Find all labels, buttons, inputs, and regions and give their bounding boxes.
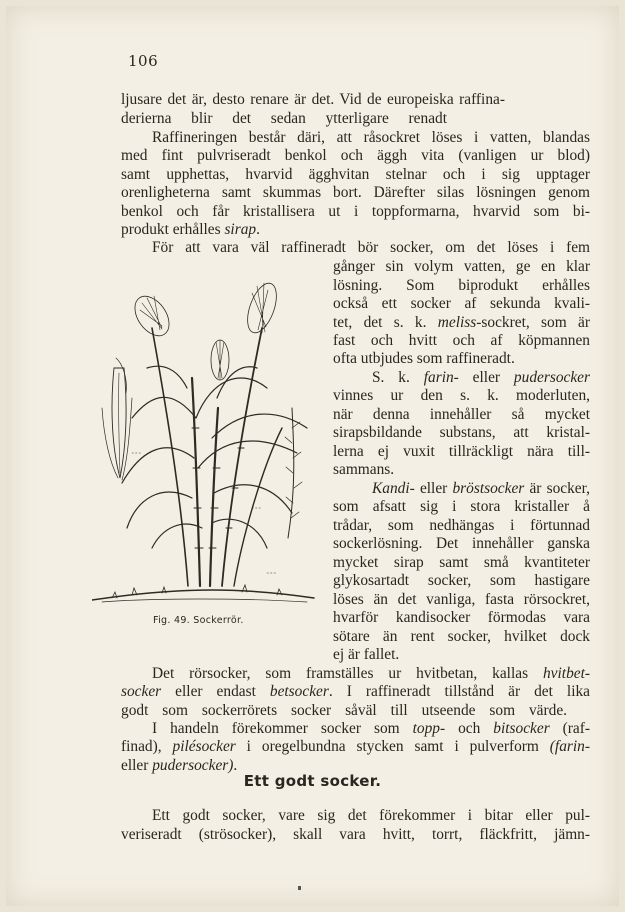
page-number: 106 [128,52,159,70]
text-line: S. k. farin- eller pudersocker [372,369,590,386]
text-line: Ett godt socker, vare sig det förekommer i bitar eller pul- [152,807,590,824]
text-line: sammans. [333,461,395,478]
text-line: Det rörsocker, som framställes ur hvitbetan, kallas hvitbet- [152,665,590,682]
figure-caption: Fig. 49. Sockerrör. [153,615,244,626]
text-line: gånger sin volym vatten, ge en klar [333,258,590,275]
text-line: finad), pilésocker i oregelbundna stycken samt i pulverform (farin- [121,738,590,755]
text-line: samt upphettas, hvarvid ägghvitan stelnar och i sig upptager [121,166,590,183]
sugarcane-illustration [92,268,324,608]
text-line: sirapsbildande substans, att kristal- [333,424,590,441]
text-line: löses än det vanliga, fasta rörsockret, [333,591,590,608]
section-heading: Ett godt socker. [243,772,382,790]
text-line: sötare än rent socker, hvilket dock [333,628,590,645]
text-line: trådar, som nedhängas i förtunnad [333,517,590,534]
text-line: veriseradt (strösocker), skall vara hvitt, torrt, fläckfritt, jämn- [121,826,590,843]
text-line: som afsatt sig i stora kristaller å [333,498,590,515]
text-line: eller pudersocker). [121,757,238,774]
text-line: socker eller endast betsocker. I raffineradt tillstånd är det lika [121,683,590,700]
text-line: Kandi- eller bröstsocker är socker, [372,480,590,497]
text-line: godt som sockerrörets socker såväl till utseende som värde. [121,702,567,719]
text-line: hvarför kandisocker förmodas vara [333,609,590,626]
text-line: produkt erhålles sirap. [121,221,260,238]
text-line: ljusare det är, desto renare är det. Vid de europeiska raffina- [121,91,505,108]
page-mark [298,886,301,890]
text-line: ofta utbjudes som raffineradt. [333,350,515,367]
book-page [6,6,619,906]
text-line: lösning. Som biprodukt erhålles [333,277,590,294]
text-line: mycket sirap samt små kvantiteter [333,554,590,571]
text-line: sockerlösning. Det innehåller ganska [333,535,590,552]
text-line: benkol och får kristallisera ut i toppformarna, hvarvid som bi- [121,203,590,220]
text-line: Raffineringen består däri, att råsockret löses i vatten, blandas [152,129,590,146]
text-line: med fint pulvriseradt benkol och äggh vita (vanligen ur blod) [121,147,590,164]
text-line: orenligheterna samt skummas bort. Därefter silas lösningen genom [121,184,590,201]
text-line: ej är fallet. [333,646,400,663]
text-line: vinnes ur den s. k. moderluten, [333,387,590,404]
text-line: lerna ej vuxit tillräckligt nära till- [333,443,590,460]
text-line: när denna innehåller så mycket [333,406,590,423]
text-line: glykosartadt socker, som hastigare [333,572,590,589]
text-line: I handeln förekommer socker som topp- och bitsocker (raf- [152,720,590,737]
text-line: tet, det s. k. meliss-sockret, som är [333,314,590,331]
text-line: För att vara väl raffineradt bör socker, om det löses i fem [152,239,590,256]
text-line: fast och hvitt och af köpmannen [333,332,590,349]
text-line: också ett socker af sekunda kvali- [333,295,590,312]
text-line: derierna blir det sedan ytterligare renadt [121,110,447,127]
